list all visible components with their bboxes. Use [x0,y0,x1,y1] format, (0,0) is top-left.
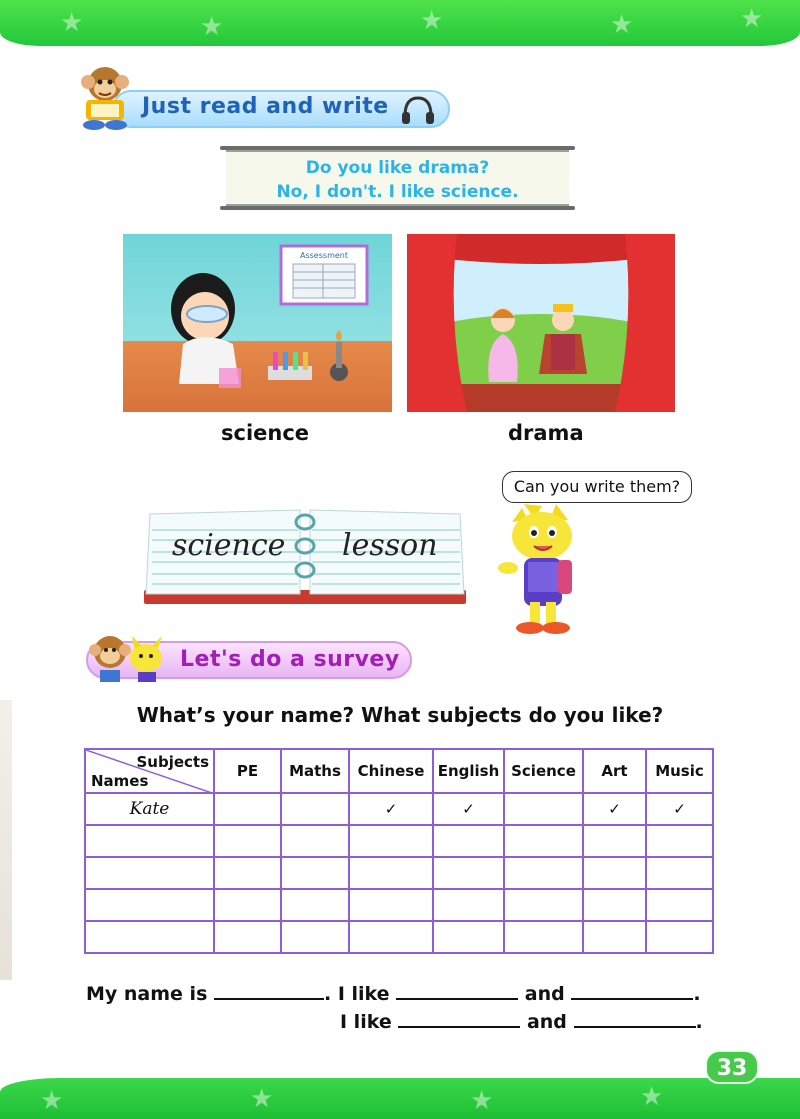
table-row [85,825,713,857]
blank-subject-4[interactable] [574,1012,696,1028]
blank-name[interactable] [214,984,324,1000]
assessment-board-title: Assessment [300,251,348,260]
survey-table [84,748,714,954]
table-cell[interactable] [433,889,504,921]
star-icon: ★ [470,1086,494,1116]
star-icon: ★ [200,12,224,42]
header-subjects: Subjects [136,753,209,771]
bottom-decorative-band [0,1078,800,1119]
star-icon: ★ [420,6,444,36]
table-cell[interactable] [349,921,433,953]
name-cell[interactable] [85,889,214,921]
blank-subject-2[interactable] [571,984,693,1000]
caption-science: science [221,421,310,445]
dialogue-scroll [220,144,575,210]
monkey-reading-icon [74,62,136,132]
header-chinese: Chinese [349,749,433,793]
name-cell[interactable] [85,825,214,857]
header-music: Music [646,749,713,793]
table-cell[interactable] [281,857,349,889]
table-cell[interactable] [646,921,713,953]
header-pe: PE [214,749,281,793]
table-cell[interactable] [504,793,583,825]
header-art: Art [583,749,646,793]
sentence-text: My name is [86,983,214,1005]
table-cell[interactable] [281,825,349,857]
table-cell[interactable] [504,825,583,857]
table-cell[interactable] [349,889,433,921]
table-cell[interactable] [214,793,281,825]
sentence-line-1 [86,983,701,1005]
scroll-paper [226,150,569,206]
scroll-rod-bottom [220,206,575,210]
table-cell[interactable] [281,889,349,921]
table-cell[interactable] [214,921,281,953]
name-cell[interactable] [85,857,214,889]
sentence-text: . [693,983,701,1005]
section-title: Just read and write [142,94,389,119]
blank-subject-1[interactable] [396,984,518,1000]
survey-question: What’s your name? What subjects do you like? [136,703,664,727]
sentence-text: and [518,983,572,1005]
table-cell[interactable] [433,825,504,857]
star-icon: ★ [250,1084,274,1114]
table-row [85,921,713,953]
table-cell[interactable] [433,857,504,889]
page-number: 33 [705,1050,759,1084]
check-mark[interactable]: ✓ [349,793,433,825]
sentence-text: I like [340,1011,399,1033]
left-edge-decoration [0,700,12,980]
sentence-text: . I like [324,983,397,1005]
table-cell[interactable] [214,825,281,857]
table-cell[interactable] [281,793,349,825]
name-cell[interactable] [85,921,214,953]
check-mark[interactable]: ✓ [433,793,504,825]
table-row [85,793,713,825]
headphones-icon [400,94,436,126]
table-cell[interactable] [583,825,646,857]
table-row [85,857,713,889]
star-icon: ★ [610,10,634,40]
table-cell[interactable] [504,889,583,921]
sentence-text: . [695,1011,703,1033]
table-cell[interactable] [583,857,646,889]
table-cell[interactable] [646,857,713,889]
notebook-word-lesson: lesson [342,528,438,563]
star-icon: ★ [640,1082,664,1112]
sentence-text: and [520,1011,574,1033]
table-cell[interactable] [504,857,583,889]
star-icon: ★ [740,4,764,34]
speech-bubble: Can you write them? [502,471,692,503]
science-picture [123,234,392,412]
check-mark[interactable]: ✓ [646,793,713,825]
star-icon: ★ [40,1086,64,1116]
table-cell[interactable] [646,889,713,921]
table-cell[interactable] [646,825,713,857]
blank-subject-3[interactable] [398,1012,520,1028]
header-english: English [433,749,504,793]
table-cell[interactable] [583,889,646,921]
table-cell[interactable] [583,921,646,953]
star-icon: ★ [60,8,84,38]
section-title: Let's do a survey [180,647,400,672]
top-decorative-band [0,0,800,46]
corner-header-cell [85,749,214,793]
table-cell[interactable] [214,889,281,921]
name-cell[interactable]: Kate [85,793,214,825]
drama-picture [407,234,675,412]
monkey-and-cat-icon [84,626,172,684]
caption-drama: drama [508,421,584,445]
dialogue-answer: No, I don't. I like science. [276,182,519,202]
table-header-row [85,749,713,793]
table-cell[interactable] [504,921,583,953]
header-science: Science [504,749,583,793]
check-mark[interactable]: ✓ [583,793,646,825]
table-cell[interactable] [214,857,281,889]
table-cell[interactable] [433,921,504,953]
table-cell[interactable] [349,857,433,889]
table-row [85,889,713,921]
notebook-word-science: science [172,528,286,563]
header-maths: Maths [281,749,349,793]
dialogue-question: Do you like drama? [305,158,490,178]
header-names: Names [91,772,149,790]
sentence-line-2 [340,1011,703,1033]
cat-character-illustration [494,502,594,638]
table-cell[interactable] [349,825,433,857]
table-cell[interactable] [281,921,349,953]
